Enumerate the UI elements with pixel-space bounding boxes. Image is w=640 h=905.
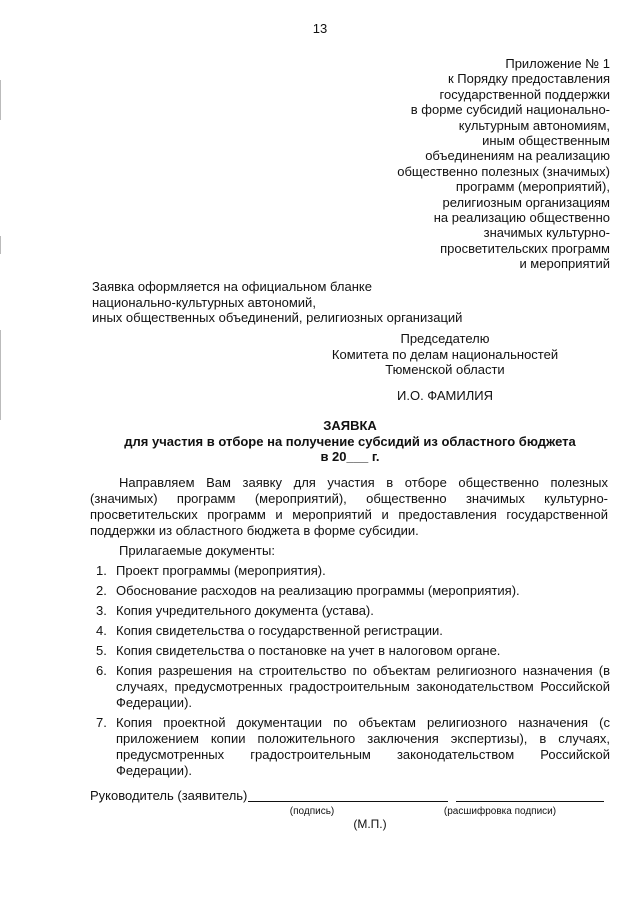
appendix-line: к Порядку предоставления	[448, 71, 610, 87]
appendix-line: государственной поддержки	[439, 86, 610, 102]
addressee-line: Тюменской области	[385, 362, 505, 377]
signature-label: Руководитель (заявитель)	[90, 788, 248, 803]
title-line: для участия в отборе на получение субсидий из областного бюджета	[124, 433, 576, 449]
appendix-line: общественно полезных (значимых)	[397, 163, 610, 179]
stamp-place: (М.П.)	[353, 817, 387, 831]
appendix-line: в форме субсидий национально-	[410, 102, 610, 118]
addressee-name: И.О. ФАМИЛИЯ	[397, 388, 493, 403]
list-item: 5. Копия свидетельства о постановке на учет в налоговом органе.	[96, 643, 501, 658]
form-note-line: национально-культурных автономий,	[92, 294, 316, 310]
addressee-block	[300, 331, 590, 378]
title-line: в 20___ г.	[320, 449, 380, 464]
list-item: 7. Копия проектной документации по объектам религиозного назначения (с приложением копии положительного заключения экспертизы), в случаях, предусмотренных градостроительным законодательством Российской Федерации).	[96, 715, 610, 778]
appendix-line: программ (мероприятий),	[455, 179, 610, 195]
list-item: 2. Обоснование расходов на реализацию программы (мероприятия).	[96, 583, 520, 598]
title-line: ЗАЯВКА	[323, 418, 377, 433]
scan-edge-mark	[0, 80, 1, 120]
appendix-line: культурным автономиям,	[458, 117, 610, 133]
signature-name-caption: (расшифровка подписи)	[443, 806, 557, 817]
list-item: 1. Проект программы (мероприятия).	[96, 563, 326, 578]
form-note	[92, 279, 532, 326]
signature-line	[248, 801, 448, 802]
signature-name-line	[456, 801, 604, 802]
document-title	[80, 418, 620, 465]
documents-list	[92, 563, 610, 783]
form-note-line: иных общественных объединений, религиозных организаций	[92, 310, 463, 325]
appendix-line: и мероприятий	[519, 256, 610, 272]
list-item: 6. Копия разрешения на строительство по объектам религиозного назначения (в случаях, предусмотренных градостроительным законодательством Российской Федерации).	[96, 663, 610, 710]
signature-caption: (подпись)	[289, 806, 335, 817]
appendix-line: религиозным организациям	[442, 194, 610, 210]
page-number: 13	[312, 21, 328, 36]
list-item: 3. Копия учредительного документа (устава).	[96, 603, 374, 618]
appendix-line: объединениям на реализацию	[425, 148, 610, 164]
appendix-line: на реализацию общественно	[433, 210, 610, 226]
addressee-line: Комитета по делам национальностей	[331, 346, 559, 362]
appendix-line: значимых культурно-	[483, 225, 610, 241]
list-item: 4. Копия свидетельства о государственной регистрации.	[96, 623, 443, 638]
form-note-line: Заявка оформляется на официальном бланке	[92, 279, 372, 294]
appendix-block	[350, 56, 610, 272]
appendix-line: просветительских программ	[440, 240, 610, 256]
scan-edge-mark	[0, 236, 1, 254]
appendix-line: Приложение № 1	[505, 56, 610, 71]
scan-edge-mark	[0, 330, 1, 420]
addressee-line: Председателю	[400, 331, 490, 346]
documents-heading: Прилагаемые документы:	[119, 543, 275, 558]
intro-paragraph: Направляем Вам заявку для участия в отборе общественно полезных (значимых) программ (мероприятий), общественно значимых культурно-просветительских программ и мероприятий и предоставления государственной поддержки из областного бюджета в форме субсидии.	[90, 475, 608, 538]
appendix-line: иным общественным	[482, 133, 610, 149]
